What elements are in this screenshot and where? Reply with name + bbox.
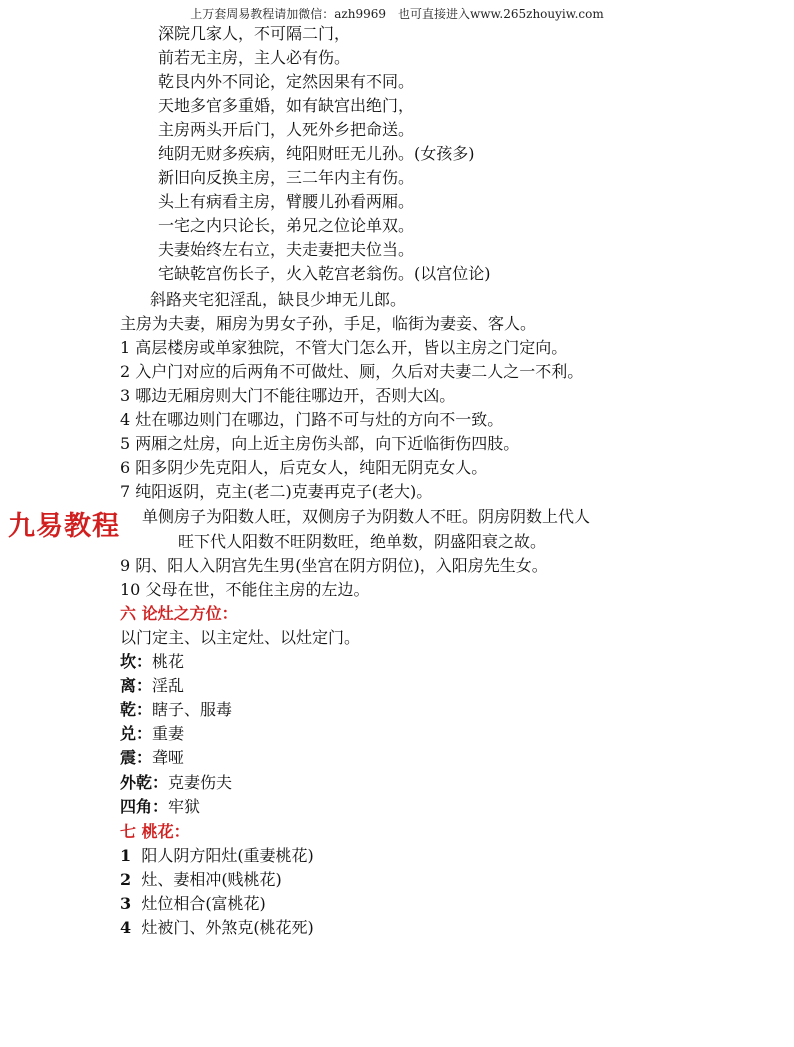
rule-line: 10 父母在世，不能住主房的左边。 (120, 580, 370, 599)
intro-line: 主房为夫妻，厢房为男女子孙，手足，临街为妻妾、客人。 (120, 314, 537, 333)
rule-line: 3 哪边无厢房则大门不能往哪边开，否则大凶。 (120, 386, 456, 405)
list-item-term: 震： (120, 748, 153, 767)
list-item-desc: 重妻 (152, 724, 185, 743)
list-item-term: 坎： (120, 652, 153, 671)
list-item-desc: 克妻伤夫 (168, 773, 233, 792)
rule-line: 5 两厢之灶房，向上近主房伤头部，向下近临街伤四肢。 (120, 434, 520, 453)
list-item (120, 700, 232, 720)
watermark-logo: 九易教程 (8, 511, 120, 542)
list-item (120, 748, 184, 768)
list-item-desc: 灶位相合(富桃花) (141, 894, 266, 913)
rule-line: 单侧房子为阳数人旺，双侧房子为阴数人不旺。阴房阴数上代人 (142, 507, 591, 526)
list-item (120, 773, 232, 793)
rule-line: 9 阴、阳人入阴宫先生男(坐宫在阴方阴位)，入阳房先生女。 (120, 556, 548, 575)
list-item-desc: 牢狱 (168, 797, 201, 816)
list-item-term: 外乾： (120, 773, 169, 792)
verse-line: 深院几家人，不可隔二门， (158, 24, 351, 43)
list-item-term: 四角： (120, 797, 169, 816)
list-item-number: 4 (120, 918, 132, 937)
verse-line: 一宅之内只论长，弟兄之位论单双。 (158, 216, 415, 235)
list-item-desc: 瞎子、服毒 (152, 700, 233, 719)
verse-line: 夫妻始终左右立，夫走妻把夫位当。 (158, 240, 415, 259)
verse-line: 主房两头开后门，人死外乡把命送。 (158, 120, 415, 139)
list-item (120, 918, 314, 938)
verse-line: 纯阴无财多疾病，纯阳财旺无儿孙。(女孩多) (158, 144, 475, 163)
rule-line: 7 纯阳返阴，克主(老二)克妻再克子(老大)。 (120, 482, 433, 501)
verse-line: 斜路夹宅犯淫乱，缺艮少坤无儿郎。 (150, 290, 407, 309)
list-item-number: 3 (120, 894, 132, 913)
rule-line: 2 入户门对应的后两角不可做灶、厕，久后对夫妻二人之一不利。 (120, 362, 584, 381)
rule-line: 4 灶在哪边则门在哪边，门路不可与灶的方向不一致。 (120, 410, 504, 429)
list-item-desc: 灶被门、外煞克(桃花死) (141, 918, 314, 937)
list-item-term: 离： (120, 676, 153, 695)
list-item-desc: 淫乱 (152, 676, 185, 695)
list-item (120, 846, 314, 866)
list-item-desc: 桃花 (152, 652, 185, 671)
rule-line: 1 高层楼房或单家独院，不管大门怎么开，皆以主房之门定向。 (120, 338, 568, 357)
list-item-desc: 聋哑 (152, 748, 185, 767)
list-item (120, 724, 184, 744)
list-item-number: 2 (120, 870, 132, 889)
list-item (120, 652, 184, 672)
verse-line: 前若无主房，主人必有伤。 (158, 48, 351, 67)
list-item (120, 894, 266, 914)
verse-line: 乾艮内外不同论，定然因果有不同。 (158, 72, 415, 91)
list-item-desc: 灶、妻相冲(贱桃花) (141, 870, 282, 889)
verse-line: 天地多官多重婚，如有缺宫出绝门， (158, 96, 415, 115)
section-heading: 六 论灶之方位： (120, 604, 238, 623)
list-item (120, 676, 184, 696)
page-header: 上万套周易教程请加微信：azh9969 也可直接进入www.265zhouyiw.com (190, 7, 604, 21)
list-item-number: 1 (120, 846, 132, 865)
verse-line: 宅缺乾宫伤长子，火入乾宫老翁伤。(以宫位论) (158, 264, 491, 283)
rule-line-continued: 旺下代人阳数不旺阴数旺，绝单数，阴盛阳衰之故。 (178, 532, 547, 551)
rule-line: 6 阳多阴少先克阳人，后克女人，纯阳无阴克女人。 (120, 458, 488, 477)
verse-line: 头上有病看主房，臂腰儿孙看两厢。 (158, 192, 415, 211)
verse-line: 新旧向反换主房，三二年内主有伤。 (158, 168, 415, 187)
section-heading: 七 桃花： (120, 822, 190, 841)
list-item-term: 乾： (120, 700, 153, 719)
list-item (120, 870, 282, 890)
list-item-term: 兑： (120, 724, 153, 743)
list-item (120, 797, 200, 817)
list-item-desc: 阳人阴方阳灶(重妻桃花) (141, 846, 314, 865)
section-intro: 以门定主、以主定灶、以灶定门。 (120, 628, 361, 647)
